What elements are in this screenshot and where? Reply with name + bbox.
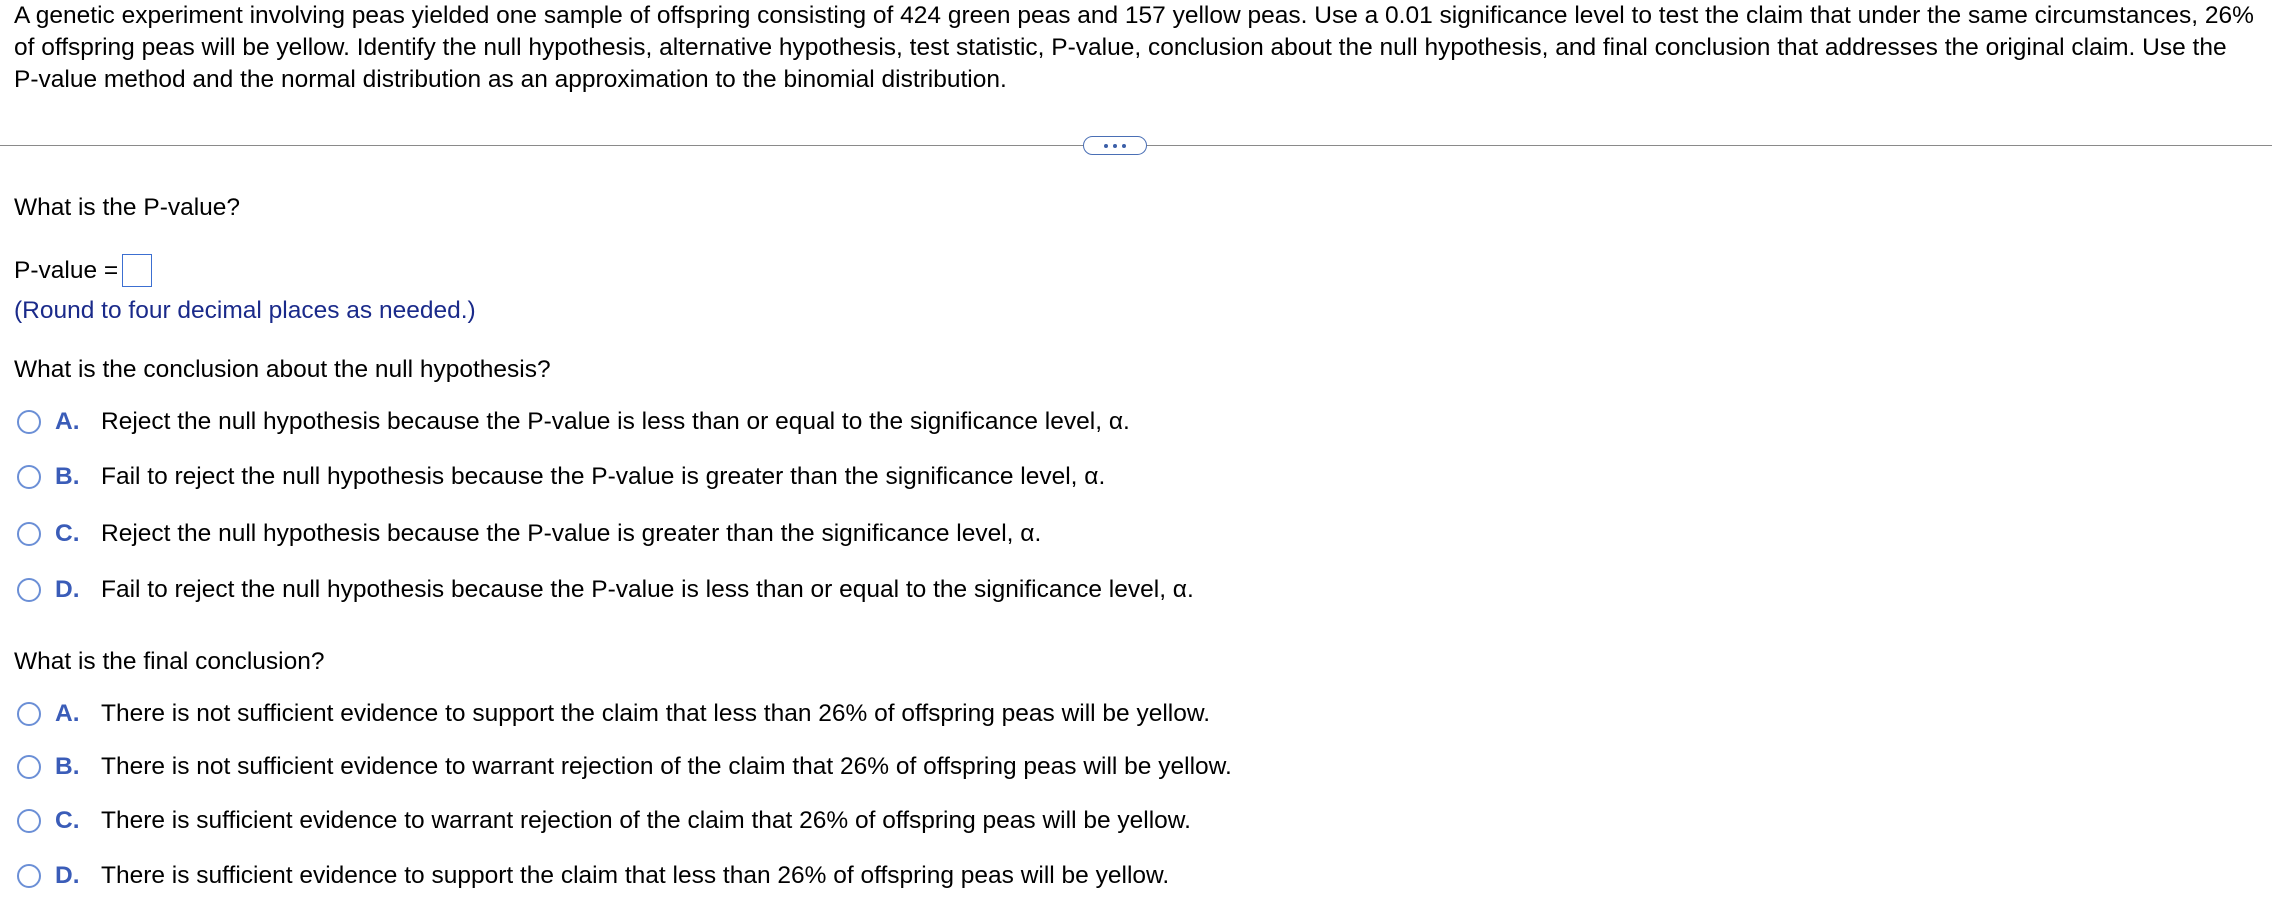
option-letter: B. — [55, 753, 80, 780]
option-text: There is not sufficient evidence to warrant rejection of the claim that 26% of offspring peas will be yellow. — [101, 753, 1232, 780]
rounding-hint: (Round to four decimal places as needed.) — [14, 297, 476, 324]
option-letter: A. — [55, 408, 80, 435]
pvalue-label: P-value = — [14, 256, 119, 284]
option-text: There is sufficient evidence to warrant rejection of the claim that 26% of offspring peas will be yellow. — [101, 807, 1191, 834]
option-letter: B. — [55, 463, 80, 490]
radio-button[interactable] — [17, 522, 41, 546]
final-conclusion-question: What is the final conclusion? — [14, 648, 325, 675]
option-text: There is not sufficient evidence to support the claim that less than 26% of offspring peas will be yellow. — [101, 700, 1211, 727]
radio-button[interactable] — [17, 465, 41, 489]
pvalue-row — [14, 254, 152, 287]
option-letter: D. — [55, 862, 80, 889]
null-option-a[interactable] — [17, 407, 1130, 437]
ellipsis-icon — [1122, 144, 1126, 148]
final-option-d[interactable] — [17, 861, 1169, 891]
option-text: Fail to reject the null hypothesis because the P-value is greater than the significance level, α. — [101, 463, 1106, 490]
expand-more-button[interactable] — [1083, 136, 1147, 155]
option-text: Reject the null hypothesis because the P-value is less than or equal to the significance level, α. — [101, 408, 1130, 435]
radio-button[interactable] — [17, 755, 41, 779]
radio-button[interactable] — [17, 702, 41, 726]
option-text: There is sufficient evidence to support the claim that less than 26% of offspring peas will be yellow. — [101, 862, 1170, 889]
pvalue-input[interactable] — [122, 254, 152, 287]
option-text: Reject the null hypothesis because the P-value is greater than the significance level, α. — [101, 520, 1042, 547]
problem-statement: A genetic experiment involving peas yielded one sample of offspring consisting of 424 green peas and 157 yellow peas. Use a 0.01 significance level to test the claim that under the same circumstances, 26% of offspring peas will be yellow. Identify the null hypothesis, alternative hypothesis, test statistic, P-value, conclusion about the null hypothesis, and final conclusion that addresses the original claim. Use the P-value method and the normal distribution as an approximation to the binomial distribution. — [14, 2, 2254, 93]
radio-button[interactable] — [17, 809, 41, 833]
radio-button[interactable] — [17, 578, 41, 602]
null-option-c[interactable] — [17, 519, 1041, 549]
radio-button[interactable] — [17, 864, 41, 888]
option-letter: D. — [55, 576, 80, 603]
final-option-c[interactable] — [17, 806, 1191, 836]
null-conclusion-question: What is the conclusion about the null hypothesis? — [14, 356, 551, 383]
null-option-d[interactable] — [17, 575, 1194, 605]
option-text: Fail to reject the null hypothesis because the P-value is less than or equal to the significance level, α. — [101, 576, 1194, 603]
ellipsis-icon — [1113, 144, 1117, 148]
radio-button[interactable] — [17, 410, 41, 434]
ellipsis-icon — [1104, 144, 1108, 148]
option-letter: A. — [55, 700, 80, 727]
null-option-b[interactable] — [17, 462, 1105, 492]
final-option-a[interactable] — [17, 699, 1210, 729]
option-letter: C. — [55, 520, 80, 547]
final-option-b[interactable] — [17, 752, 1232, 782]
option-letter: C. — [55, 807, 80, 834]
pvalue-question: What is the P-value? — [14, 194, 241, 221]
